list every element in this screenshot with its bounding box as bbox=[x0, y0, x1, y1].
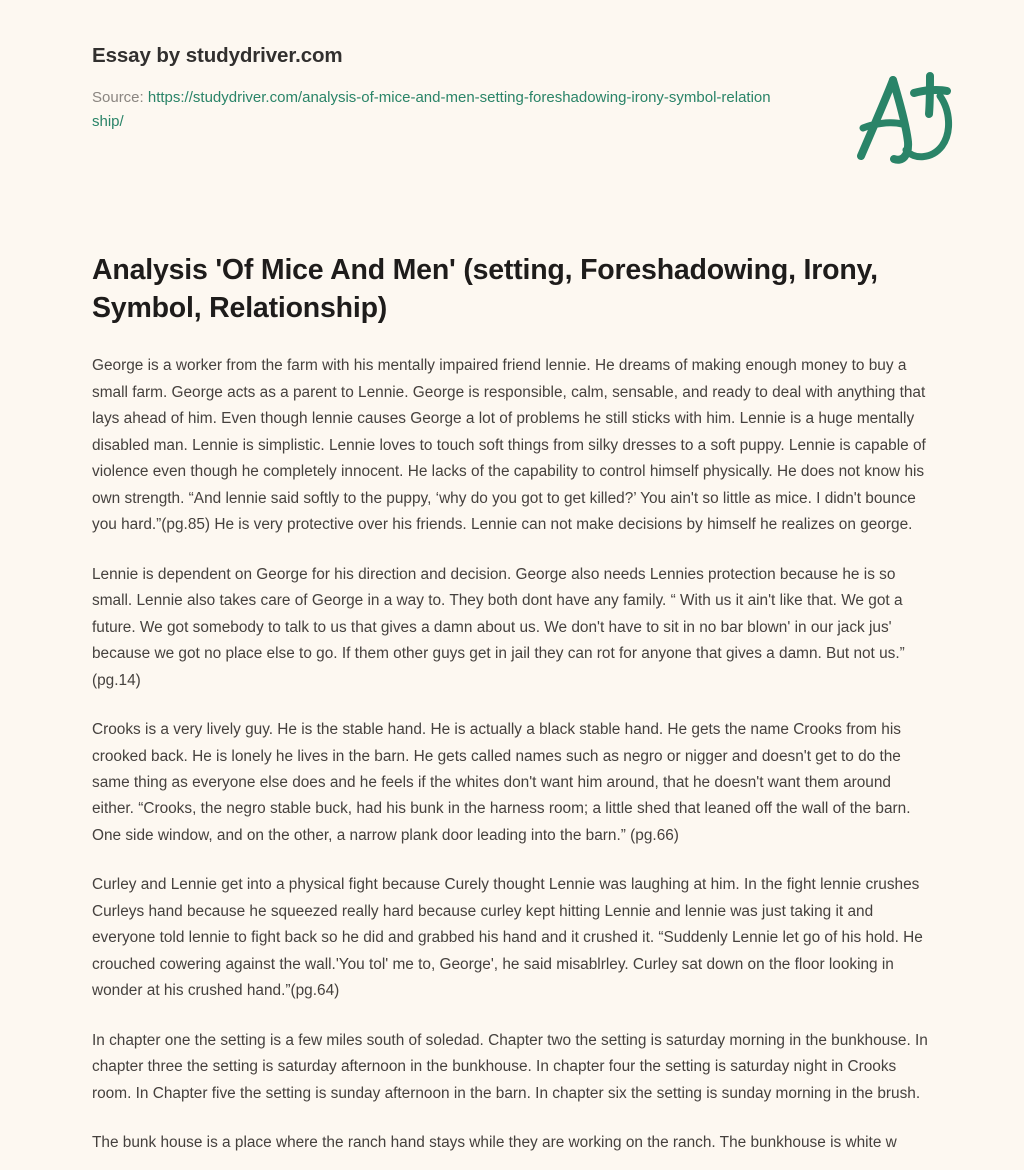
essay-title: Analysis 'Of Mice And Men' (setting, Foreshadowing, Irony, Symbol, Relationship) bbox=[92, 254, 878, 324]
essay-paragraph: Lennie is dependent on George for his direction and decision. George also needs Lennies protection because he is so small. Lennie also takes care of George in a way to. They both dont have any family. “ With us it ain't like that. We got a future. We got somebody to talk to us that gives a damn about us. We don't have to sit in no bar blown' in our jack jus' because we got no place else to go. If them other guys get in jail they can rot for anyone that gives a damn. But not us.” (pg.14) bbox=[92, 565, 905, 689]
essay-paragraph: In chapter one the setting is a few miles south of soledad. Chapter two the setting is saturday morning in the bunkhouse. In chapter three the setting is saturday afternoon in the bunkhouse. In chapter four the setting is saturday night in Crooks room. In Chapter five the setting is sunday afternoon in the barn. In chapter six the setting is sunday morning in the brush. bbox=[92, 1031, 928, 1102]
document-header bbox=[92, 44, 932, 134]
essay-paragraph: George is a worker from the farm with his mentally impaired friend lennie. He dreams of making enough money to buy a small farm. George acts as a parent to Lennie. George is responsible, calm, sensable, and ready to deal with anything that lays ahead of him. Even though lennie causes George a lot of problems he still sticks with him. Lennie is a huge mentally disabled man. Lennie is simplistic. Lennie loves to touch soft things from silky dresses to a soft puppy. Lennie is capable of violence even though he completely innocent. He lacks of the capability to control himself physically. He does not know his own strength. “And lennie said softly to the puppy, ‘why do you got to get killed?’ You ain't so little as mice. I didn't bounce you hard.”(pg.85) He is very protective over his friends. Lennie can not make decisions by himself he realizes on george. bbox=[92, 357, 926, 534]
essay-paragraph: Crooks is a very lively guy. He is the stable hand. He is actually a black stable hand. He gets the name Crooks from his crooked back. He is lonely he lives in the barn. He gets called names such as negro or nigger and doesn't get to do the same thing as everyone else does and he feels if the whites don't want him around, that he doesn't want them around either. “Crooks, the negro stable buck, had his bunk in the harness room; a little shed that leaned off the wall of the barn. One side window, and on the other, a narrow plank door leading into the barn.” (pg.66) bbox=[92, 721, 911, 844]
source-label: Source: bbox=[92, 88, 144, 106]
essay-paragraph: Curley and Lennie get into a physical fight because Curely thought Lennie was laughing at him. In the fight lennie crushes Curleys hand because he squeezed really hard because curley kept hitting Lennie and lennie was just taking it and everyone told lennie to fight back so he did and grabbed his hand and it crushed it. “Suddenly Lennie let go of his hold. He crouched cowering against the wall.'You tol' me to, George', he said misablrley. Curley sat down on the floor looking in wonder at his crushed hand.”(pg.64) bbox=[92, 876, 923, 1000]
a-plus-logo bbox=[846, 62, 966, 172]
essay-paragraph: The bunk house is a place where the ranch hand stays while they are working on the ranch. The bunkhouse is white w bbox=[92, 1134, 897, 1152]
header-title: Essay by studydriver.com bbox=[92, 44, 343, 67]
source-url-link[interactable]: https://studydriver.com/analysis-of-mice-and-men-setting-foreshadowing-irony-symbol-relationship/ bbox=[92, 88, 771, 130]
source-line bbox=[92, 86, 772, 135]
a-plus-logo-icon bbox=[846, 62, 966, 172]
essay-body bbox=[92, 353, 934, 1157]
essay-content bbox=[92, 252, 934, 1157]
